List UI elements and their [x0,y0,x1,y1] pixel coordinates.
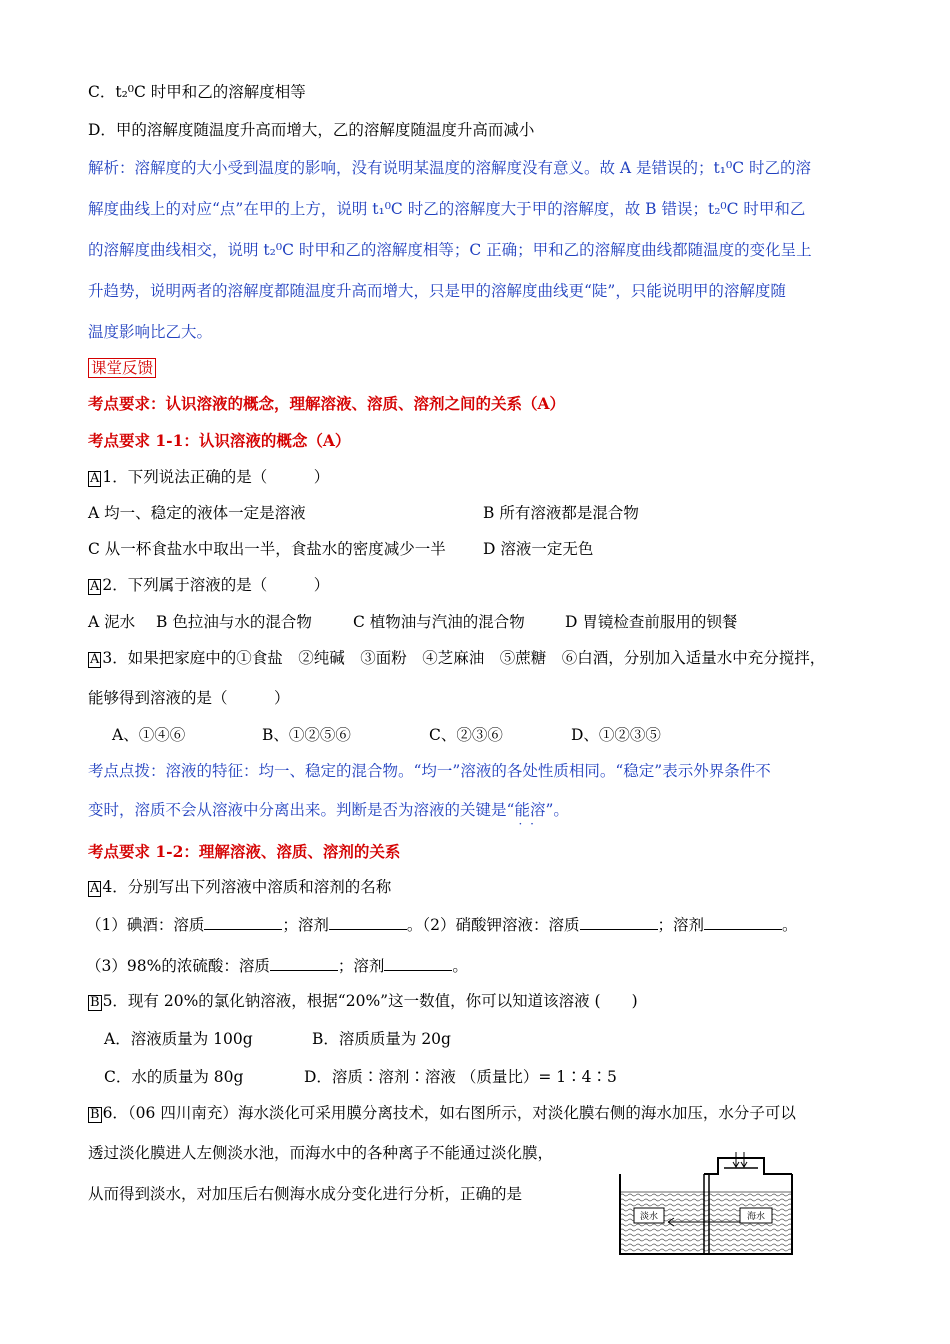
question-5-options-cd [104,1067,880,1087]
answer-blank[interactable] [204,914,282,930]
tip-line-1: 考点点拨：溶液的特征：均一、稳定的混合物。“均一”溶液的各处性质相同。“稳定”表示外界条件不 [88,762,771,780]
tip-text: 变时，溶质不会从溶液中分离出来。判断是否为溶液的关键是“ [88,801,515,819]
tip-line-2 [88,800,880,820]
level-tag: A [90,652,100,667]
question-4-row-2 [86,955,880,976]
question-4-row-1 [86,914,880,935]
option: D．溶质∶溶剂∶溶液 （质量比）= 1∶4∶5 [304,1068,617,1086]
answer-blank[interactable] [270,955,338,971]
feedback-box: 课堂反馈 [88,358,156,378]
option: A 均一、稳定的液体一定是溶液 [88,504,306,522]
requirement-main: 考点要求：认识溶液的概念，理解溶液、溶质、溶剂之间的关系（A） [88,394,566,413]
option-d: D．甲的溶解度随温度升高而增大，乙的溶解度随温度升高而减小 [88,121,535,139]
answer-blank[interactable] [580,914,658,930]
answer-blank[interactable] [704,914,782,930]
label: 。 [782,916,798,934]
option: C、②③⑥ [429,726,503,744]
option: B 色拉油与水的混合物 [156,613,312,631]
label: ；溶剂 [282,916,329,934]
question-5-options-ab [104,1029,880,1049]
question-6-line-2: 透过淡化膜进人左侧淡水池，而海水中的各种离子不能通过淡化膜， [88,1144,554,1162]
level-tag: A [90,881,100,896]
level-tag: B [90,995,100,1010]
level-tag: A [90,471,100,486]
option: C．水的质量为 80g [104,1068,244,1086]
question-6-line-1 [88,1103,880,1123]
question-text: 3．如果把家庭中的①食盐 ②纯碱 ③面粉 ④芝麻油 ⑤蔗糖 ⑥白酒，分别加入适量水中充分搅拌， [102,649,826,667]
requirement-1-1: 考点要求 1-1：认识溶液的概念（A） [88,431,351,450]
question-6-line-3: 从而得到淡水，对加压后右侧海水成分变化进行分析，正确的是 [88,1185,523,1203]
option: C 植物油与汽油的混合物 [353,613,525,631]
question-text: 5．现有 20%的氯化钠溶液，根据“20%”这一数值，你可以知道该溶液 ( ) [102,992,638,1010]
question-2 [88,575,880,595]
option: D、①②③⑤ [571,726,661,744]
option: B．溶质质量为 20g [312,1030,451,1048]
answer-blank[interactable] [329,914,407,930]
analysis-line-1: 解析：溶解度的大小受到温度的影响，没有说明某温度的溶解度没有意义。故 A 是错误的；t₁⁰C 时乙的溶 [88,159,811,177]
option: D 胃镜检查前服用的钡餐 [565,613,738,631]
option-c: C．t₂⁰C 时甲和乙的溶解度相等 [88,83,306,101]
freshwater-label: 淡水 [639,1212,659,1222]
label: ；溶剂 [657,916,705,934]
seawater-label: 海水 [746,1212,766,1222]
question-text: 2．下列属于溶液的是（ ） [102,576,330,594]
answer-blank[interactable] [384,955,452,971]
question-3-line-1 [88,648,880,668]
analysis-line-2: 解度曲线上的对应“点”在甲的上方，说明 t₁⁰C 时乙的溶解度大于甲的溶解度，故 B 错误；t₂⁰C 时甲和乙 [88,200,806,218]
option: A、①④⑥ [112,726,186,744]
question-3-options [112,725,880,745]
feedback-heading [88,358,880,378]
option: D 溶液一定无色 [483,540,594,558]
option: C 从一杯食盐水中取出一半，食盐水的密度减少一半 [88,540,446,558]
desalination-figure [612,1152,800,1262]
emphasis-text: 能溶 · · [514,801,545,819]
question-text: 4．分别写出下列溶液中溶质和溶剂的名称 [102,878,392,896]
analysis-line-5: 温度影响比乙大。 [88,323,213,341]
option: A 泥水 [88,613,136,631]
question-text: 6．（06 四川南充）海水淡化可采用膜分离技术，如右图所示，对淡化膜右侧的海水加压，水分子可以 [102,1104,796,1122]
tip-text: ”。 [545,801,569,819]
requirement-1-2: 考点要求 1-2：理解溶液、溶质、溶剂的关系 [88,842,401,861]
level-tag: A [90,579,100,594]
label: （3）98%的浓硫酸：溶质 [86,957,270,975]
question-3-line-2: 能够得到溶液的是（ ） [88,689,290,707]
question-1-options-ab [88,503,880,523]
option: A．溶液质量为 100g [104,1030,253,1048]
label: 。 [452,957,468,975]
question-4 [88,877,880,897]
label: ；溶剂 [337,957,385,975]
option: B、①②⑤⑥ [262,726,351,744]
question-2-options [88,612,880,632]
analysis-line-3: 的溶解度曲线相交，说明 t₂⁰C 时甲和乙的溶解度相等；C 正确；甲和乙的溶解度曲线都随温度的变化呈上 [88,241,812,259]
question-5 [88,991,880,1011]
option: B 所有溶液都是混合物 [483,504,639,522]
label: 。（2）硝酸钾溶液：溶质 [406,916,580,934]
level-tag: B [90,1107,100,1122]
question-1 [88,467,880,487]
question-1-options-cd [88,539,880,559]
analysis-line-4: 升趋势，说明两者的溶解度都随温度升高而增大，只是甲的溶解度曲线更“陡”，只能说明甲的溶解度随 [88,282,786,300]
label: （1）碘酒：溶质 [86,916,205,934]
question-text: 1．下列说法正确的是（ ） [102,468,330,486]
